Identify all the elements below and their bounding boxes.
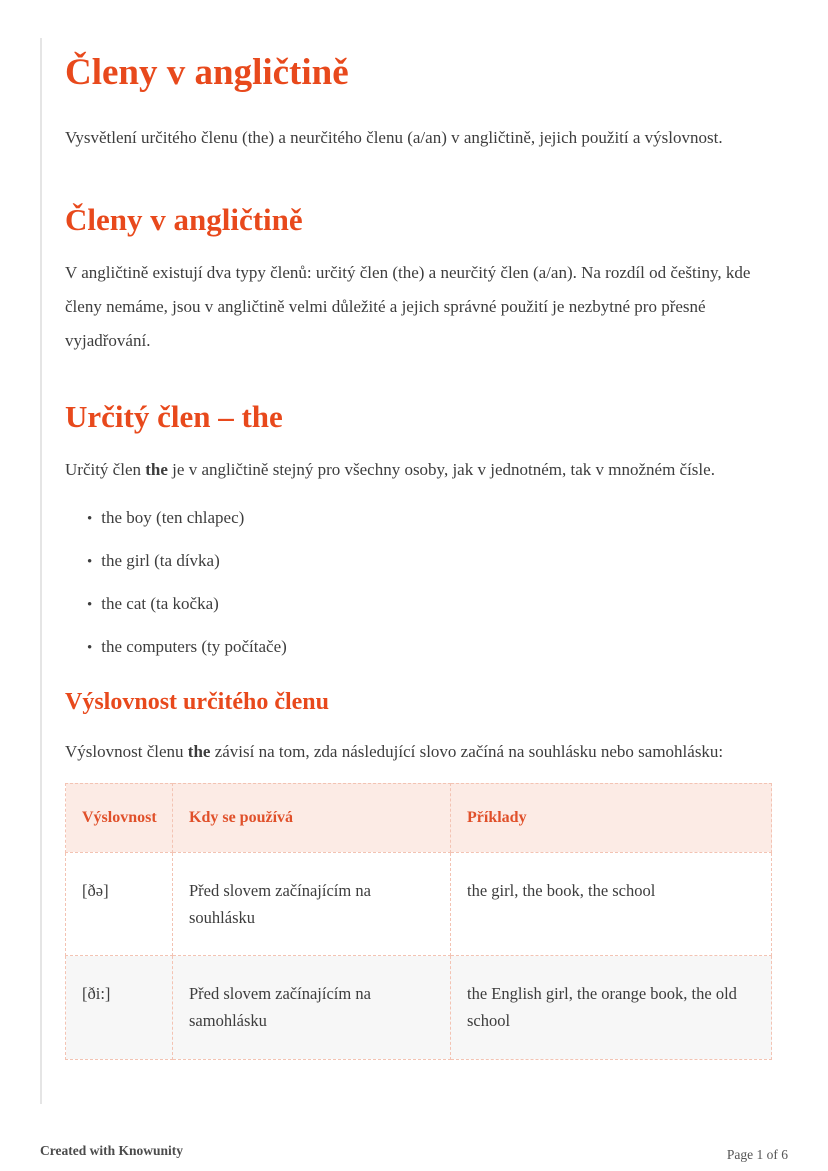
table-cell: [ði:] — [66, 956, 173, 1059]
table-row — [66, 852, 772, 955]
paragraph-text: závisí na tom, zda následující slovo začíná na souhlásku nebo samohlásku: — [210, 741, 724, 761]
subsection-heading-pronunciation: Výslovnost určitého členu — [65, 688, 329, 715]
section-heading-definite-article: Určitý člen – the — [65, 398, 283, 434]
table-cell: Před slovem začínajícím na souhlásku — [173, 852, 451, 955]
list-item: • the computers (ty počítače) — [87, 630, 771, 664]
paragraph-text: je v angličtině stejný pro všechny osoby, jak v jednotném, tak v množném čísle. — [167, 459, 715, 479]
bold-term: the — [145, 459, 168, 479]
definite-article-paragraph — [65, 453, 771, 487]
table-header-row — [66, 783, 772, 852]
footer-page-number: Page 1 of 6 — [726, 1147, 788, 1162]
pronunciation-paragraph — [65, 735, 771, 769]
list-item: • the girl (ta dívka) — [87, 544, 771, 578]
table-header-cell: Výslovnost — [66, 783, 173, 852]
paragraph-text: Výslovnost členu — [65, 741, 188, 761]
section-heading-overview: Členy v angličtině — [65, 201, 303, 237]
examples-list — [65, 501, 771, 664]
bold-term: the — [187, 741, 211, 761]
table-header-cell: Příklady — [451, 783, 772, 852]
document-content — [65, 0, 771, 1060]
list-item: • the cat (ta kočka) — [87, 587, 771, 621]
paragraph-text: Určitý člen — [65, 459, 146, 479]
table-cell: Před slovem začínajícím na samohlásku — [173, 956, 451, 1059]
page-left-edge — [40, 38, 42, 1104]
table-cell: the English girl, the orange book, the old school — [451, 956, 772, 1059]
table-cell: [ðə] — [66, 852, 173, 955]
pronunciation-table — [65, 783, 772, 1060]
document-title: Členy v angličtině — [65, 52, 349, 93]
table-row — [66, 956, 772, 1059]
list-item: • the boy (ten chlapec) — [87, 501, 771, 535]
table-cell: the girl, the book, the school — [451, 852, 772, 955]
table-header-cell: Kdy se používá — [173, 783, 451, 852]
overview-paragraph: V angličtině existují dva typy členů: určitý člen (the) a neurčitý člen (a/an). Na rozdíl od češtiny, kde členy nemáme, jsou v angličtině velmi důležité a jejich správné použití je nezbytné pro přesné vyjadřování. — [65, 262, 751, 350]
intro-paragraph: Vysvětlení určitého členu (the) a neurčitého členu (a/an) v angličtině, jejich použití a výslovnost. — [65, 127, 723, 147]
footer-branding: Created with Knowunity — [40, 1143, 184, 1158]
